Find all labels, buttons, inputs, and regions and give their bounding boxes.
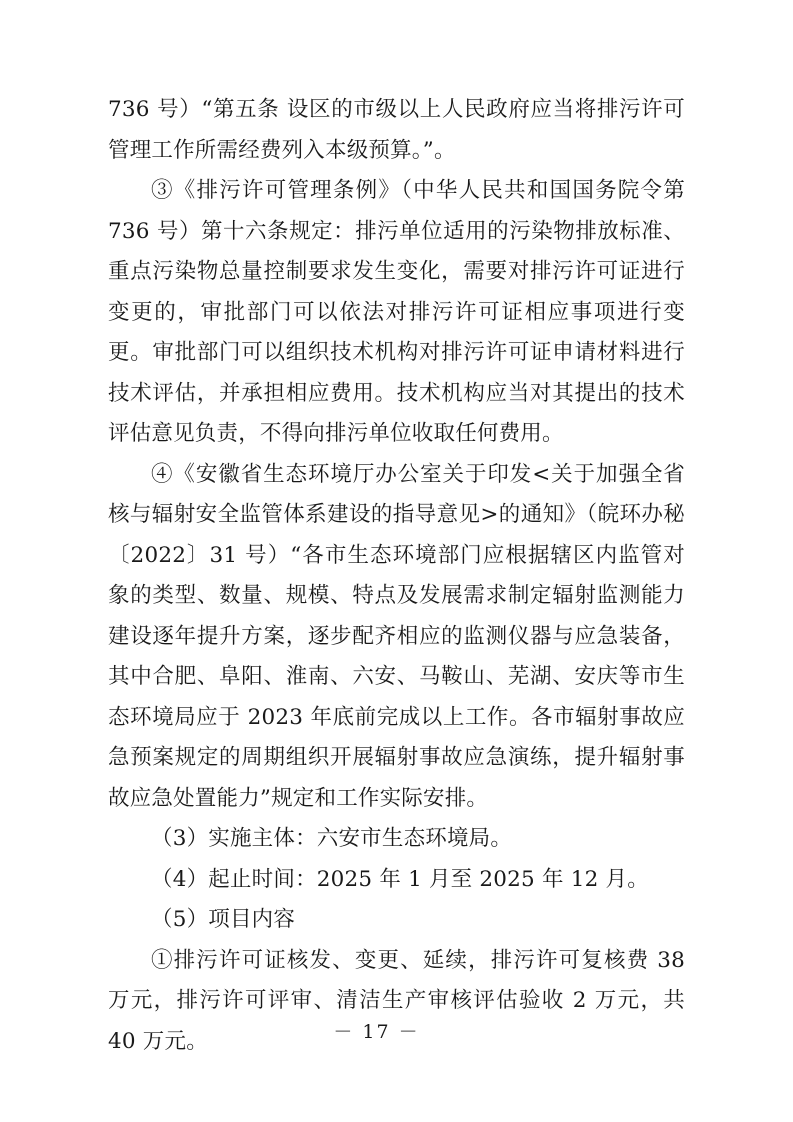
page-footer bbox=[0, 1017, 793, 1044]
paragraph: （5）项目内容 bbox=[151, 907, 296, 932]
paragraph: 736 号）“第五条 设区的市级以上人民政府应当将排污许可管理工作所需经费列入本级预算。”。 bbox=[108, 97, 685, 163]
paragraph: ④《安徽省生态环境厅办公室关于印发<关于加强全省核与辐射安全监管体系建设的指导意见>的通知》（皖环办秘〔2022〕31 号）“各市生态环境部门应根据辖区内监管对象的类型、数量、规模、特点及发展需求制定辐射监测能力建设逐年提升方案，逐步配齐相应的监测仪器与应急装备，其中合肥、阜阳、淮南、六安、马鞍山、芜湖、安庆等市生态环境局应于 2023 年底前完成以上工作。各市辐射事故应急预案规定的周期组织开展辐射事故应急演练，提升辐射事故应急处置能力”规定和工作实际安排。 bbox=[108, 461, 685, 811]
document-body bbox=[108, 90, 693, 1062]
page-number: － 17 － bbox=[333, 1021, 420, 1043]
paragraph: ③《排污许可管理条例》（中华人民共和国国务院令第 736 号）第十六条规定：排污单位适用的污染物排放标准、重点污染物总量控制要求发生变化，需要对排污许可证进行变更的，审批部门可以依法对排污许可证相应事项进行变更。审批部门可以组织技术机构对排污许可证申请材料进行技术评估，并承担相应费用。技术机构应当对其提出的技术评估意见负责，不得向排污单位收取任何费用。 bbox=[108, 178, 693, 446]
paragraph: （4）起止时间：2025 年 1 月至 2025 年 12 月。 bbox=[151, 866, 649, 892]
paragraph: ①排污许可证核发、变更、延续，排污许可复核费 38 万元，排污许可评审、清洁生产审核评估验收 2 万元，共 40 万元。 bbox=[108, 947, 693, 1054]
paragraph: （3）实施主体：六安市生态环境局。 bbox=[151, 826, 513, 851]
